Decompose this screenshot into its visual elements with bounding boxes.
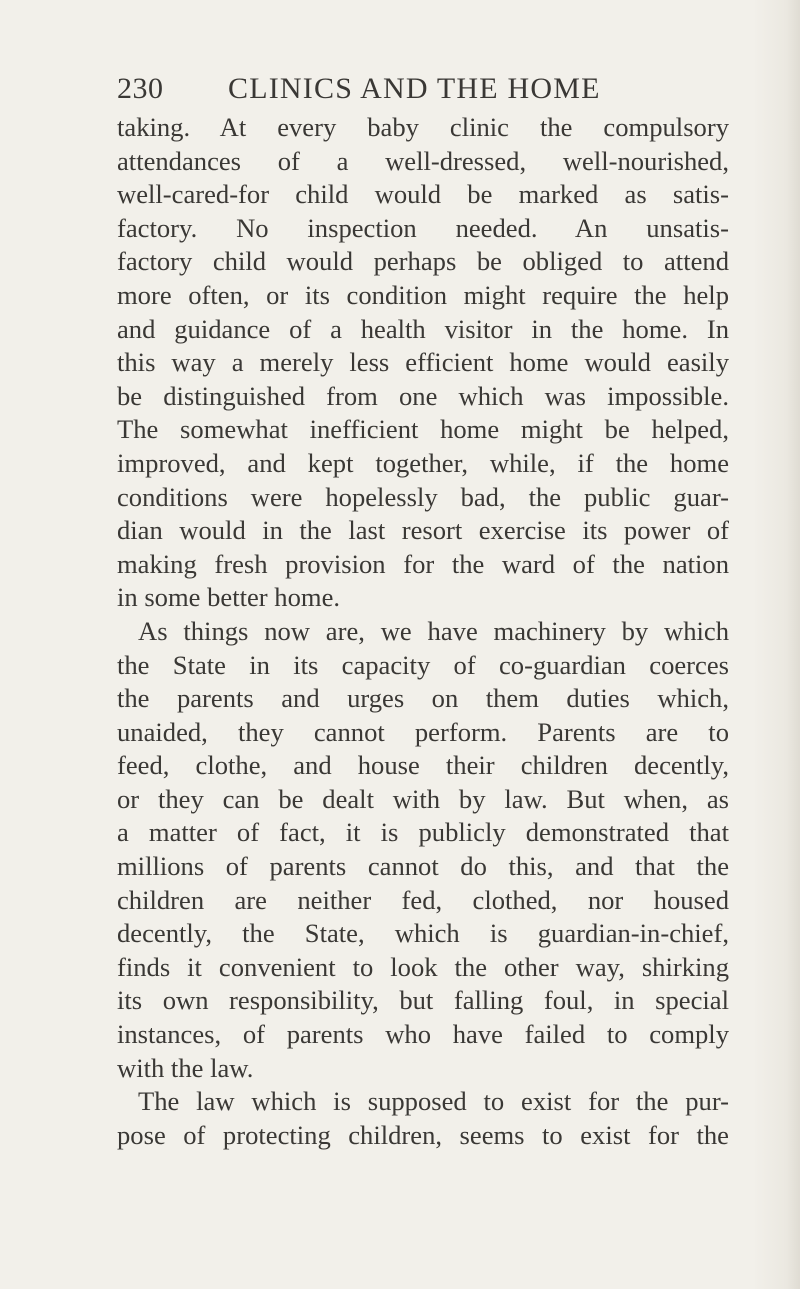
text-line: or they can be dealt with by law. But when, as	[117, 783, 729, 814]
text-line: taking. At every baby clinic the compulsory	[117, 112, 729, 142]
paragraph-1	[117, 111, 729, 615]
text-line: more often, or its condition might require the help	[117, 279, 729, 310]
text-line: in some better home.	[117, 582, 341, 613]
text-line: a matter of fact, it is publicly demonstrated that	[117, 817, 729, 848]
text-line: finds it convenient to look the other way, shirking	[117, 951, 729, 982]
text-line: unaided, they cannot perform. Parents are to	[117, 716, 729, 747]
text-line: improved, and kept together, while, if the home	[117, 447, 729, 478]
page-edge-shadow	[786, 0, 800, 1289]
text-line: well-cared-for child would be marked as satis-	[117, 179, 729, 210]
text-line: the parents and urges on them duties which,	[117, 683, 729, 714]
text-line: making fresh provision for the ward of the nation	[117, 548, 729, 579]
text-line: The law which is supposed to exist for the pur-	[138, 1086, 729, 1117]
text-line: this way a merely less efficient home would easily	[117, 347, 729, 378]
running-head-title: CLINICS AND THE HOME	[228, 72, 601, 105]
paragraph-3	[117, 1085, 729, 1152]
text-line: factory. No inspection needed. An unsatis-	[117, 212, 729, 243]
text-line: The somewhat inefficient home might be helped,	[117, 414, 729, 445]
text-line: be distinguished from one which was impossible.	[117, 380, 729, 411]
running-head	[117, 66, 729, 112]
text-line: with the law.	[117, 1052, 254, 1083]
text-line: and guidance of a health visitor in the home. In	[117, 313, 729, 344]
text-line: dian would in the last resort exercise its power of	[117, 515, 729, 546]
text-line: its own responsibility, but falling foul, in special	[117, 985, 729, 1016]
paragraph-2	[117, 615, 729, 1085]
text-line: As things now are, we have machinery by which	[138, 615, 729, 646]
text-line: conditions were hopelessly bad, the public guar-	[117, 481, 729, 512]
text-line: instances, of parents who have failed to comply	[117, 1019, 729, 1050]
text-line: millions of parents cannot do this, and that the	[117, 851, 729, 882]
body-text	[117, 111, 729, 1152]
text-line: the State in its capacity of co-guardian coerces	[117, 649, 729, 680]
text-line: decently, the State, which is guardian-in-chief,	[117, 918, 729, 949]
text-line: attendances of a well-dressed, well-nourished,	[117, 145, 729, 176]
text-line: pose of protecting children, seems to exist for the	[117, 1119, 729, 1150]
text-line: factory child would perhaps be obliged to attend	[117, 246, 729, 277]
page-number: 230	[117, 72, 164, 105]
text-line: children are neither fed, clothed, nor housed	[117, 884, 729, 915]
text-line: feed, clothe, and house their children decently,	[117, 750, 729, 781]
